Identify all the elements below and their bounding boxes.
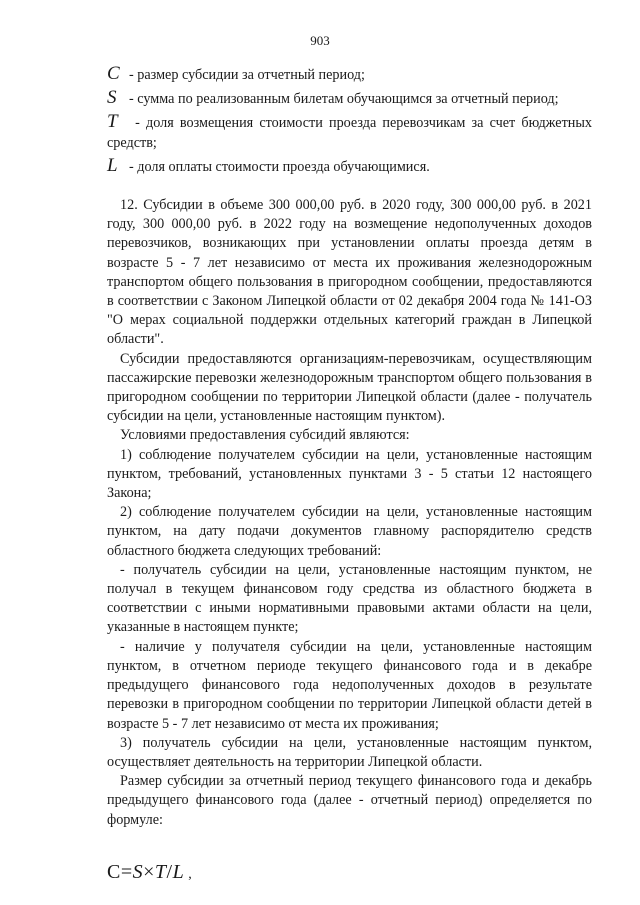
paragraph: 3) получатель субсидии на цели, установленные настоящим пунктом, осуществляет деятельность на территории Липецкой области.	[107, 734, 592, 770]
formula-t: T	[154, 860, 167, 883]
paragraph: - получатель субсидии на цели, установленные настоящим пунктом, не получал в текущем финансовом году средства из областного бюджета в соответствии с иными нормативными правовыми актами области на цели, указанные в настоящем пункте;	[107, 561, 592, 636]
definition-text: - доля оплаты стоимости проезда обучающимися.	[129, 158, 430, 175]
symbol-t: T	[107, 111, 118, 133]
page-number: 903	[310, 33, 330, 48]
paragraph-12: 12. Субсидии в объеме 300 000,00 руб. в 2020 году, 300 000,00 руб. в 2021 году, 300 000,00 руб. в 2022 году на возмещение недополученных доходов перевозчиков, возникающих при установлении оплаты проезда детям в возрасте 5 - 7 лет независимо от места их проживания железнодорожным транспортом общего пользования в пригородном сообщении, предоставляются в соответствии с Законом Липецкой области от 02 декабря 2004 года № 141-ОЗ "О мерах социальной поддержки отдельных категорий граждан в Липецкой области".	[107, 197, 592, 348]
paragraph: - наличие у получателя субсидии на цели, установленные настоящим пунктом, в отчетном периоде текущего финансового года и в декабре предыдущего финансового года недополученных доходов в результате перевозки в пригородном сообщении по территории Липецкой области детей в возрасте 5 - 7 лет независимо от места их проживания;	[107, 638, 592, 732]
formula-s: S	[132, 860, 144, 883]
paragraph: Условиями предоставления субсидий являются:	[120, 427, 410, 444]
definition-text: - сумма по реализованным билетам обучающимся за отчетный период;	[129, 91, 559, 108]
symbol-l: L	[107, 154, 118, 176]
spacer	[107, 177, 592, 196]
definition-t	[107, 112, 592, 152]
formula-l: L	[172, 860, 185, 883]
definition-c	[107, 64, 592, 85]
formula-equals: =	[120, 860, 133, 883]
formula-slash: /	[166, 860, 173, 883]
paragraph: Размер субсидии за отчетный период текущего финансового года и декабрь предыдущего финансового года (далее - отчетный период) определяется по формуле:	[107, 773, 592, 828]
formula-times: ×	[143, 860, 155, 883]
definition-s	[107, 88, 592, 109]
paragraph: 1) соблюдение получателем субсидии на цели, установленные настоящим пунктом, требований, установленных пунктами 3 - 5 статьи 12 настоящего Закона;	[107, 446, 592, 502]
definition-l	[107, 156, 592, 177]
formula-lhs: C	[107, 860, 121, 883]
definition-text: - доля возмещения стоимости проезда перевозчикам за счет бюджетных средств;	[107, 115, 592, 151]
symbol-s: S	[107, 87, 117, 109]
document-body	[107, 64, 592, 884]
formula	[107, 860, 592, 884]
symbol-c: C	[107, 63, 120, 84]
formula-comma: ,	[188, 866, 193, 882]
definition-text: - размер субсидии за отчетный период;	[129, 67, 365, 83]
paragraph: 2) соблюдение получателем субсидии на цели, установленные настоящим пунктом, на дату подачи документов главному распорядителю средств областного бюджета следующих требований:	[107, 504, 592, 559]
paragraph: Субсидии предоставляются организациям-перевозчикам, осуществляющим пассажирские перевозки железнодорожным транспортом общего пользования в пригородном сообщении по территории Липецкой области (далее - получатель субсидии на цели, установленные настоящим пунктом).	[107, 350, 592, 425]
